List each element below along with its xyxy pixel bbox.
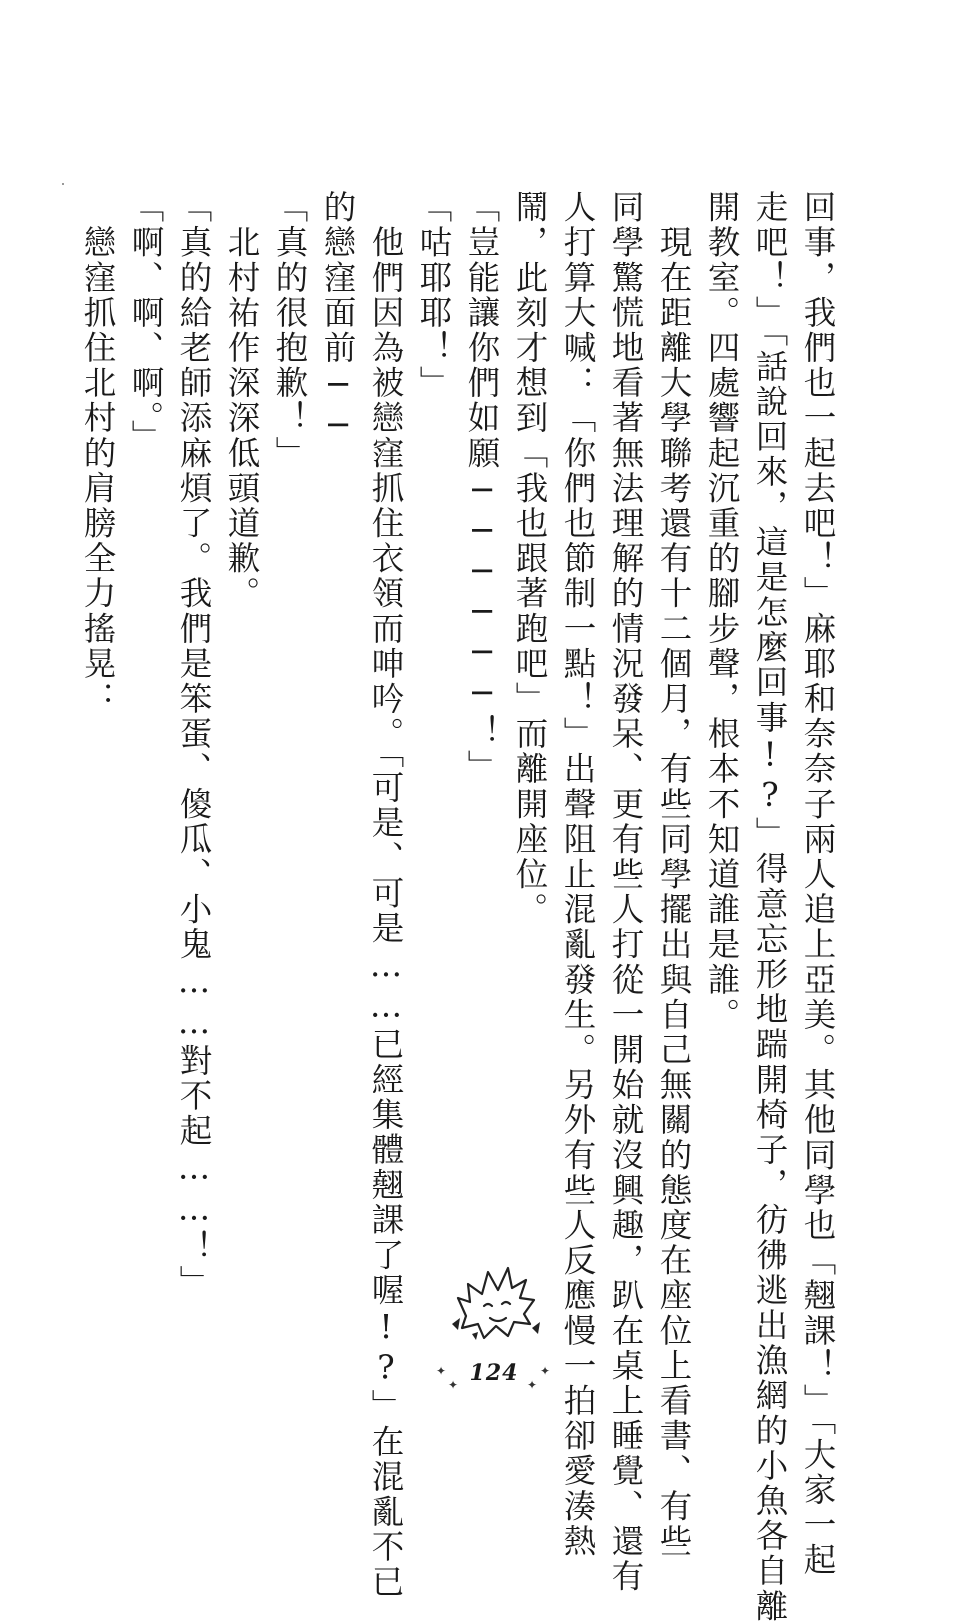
- text-line-7: 鬧，此刻才想到「我也跟著跑吧」而離開座位。: [511, 190, 549, 928]
- scan-speck: [62, 183, 64, 185]
- text-line-9: 「咕耶耶！」: [415, 190, 453, 401]
- star-icon: ✦: [540, 1364, 551, 1378]
- page-number: 124: [469, 1360, 519, 1386]
- text-line-14: 「真的給老師添麻煩了。我們是笨蛋、傻瓜、小鬼……對不起……！」: [175, 190, 213, 1301]
- mascot-doodle-icon: [448, 1258, 544, 1344]
- text-line-1: 回事，我們也一起去吧！」麻耶和奈奈子兩人追上亞美。其他同學也「翹課！」「大家一起: [799, 190, 837, 1578]
- text-line-4: 現在距離大學聯考還有十二個月，有些同學擺出與自己無關的態度在座位上看書、有些: [655, 190, 693, 1559]
- text-line-10: 他們因為被戀窪抓住衣領而呻吟。「可是、可是……已經集體翹課了喔!?」在混亂不已: [367, 190, 405, 1600]
- star-icon: ✦: [436, 1364, 447, 1378]
- text-line-13: 北村祐作深深低頭道歉。: [223, 190, 261, 612]
- text-line-16: 戀窪抓住北村的肩膀全力搖晃：: [79, 190, 117, 717]
- star-icon: ✦: [448, 1378, 459, 1392]
- text-line-11: 的戀窪面前──: [319, 190, 357, 447]
- text-line-2: 走吧！」「話說回來，這是怎麼回事!?」得意忘形地踹開椅子，彷彿逃出漁網的小魚各自離: [751, 190, 789, 1624]
- text-line-3: 開教室。四處響起沉重的腳步聲，根本不知道誰是誰。: [703, 190, 741, 1033]
- text-line-8: 「豈能讓你們如願──────！」: [463, 190, 501, 785]
- star-icon: ✦: [527, 1378, 538, 1392]
- text-line-5: 同學驚慌地看著無法理解的情況發呆、更有些人打從一開始就沒興趣，趴在桌上睡覺、還有: [607, 190, 645, 1594]
- text-line-15: 「啊、啊、啊。」: [127, 190, 165, 455]
- text-line-6: 人打算大喊：「你們也節制一點！」出聲阻止混亂發生。另外有些人反應慢一拍卻愛湊熱: [559, 190, 597, 1559]
- text-line-12: 「真的很抱歉！」: [271, 190, 309, 471]
